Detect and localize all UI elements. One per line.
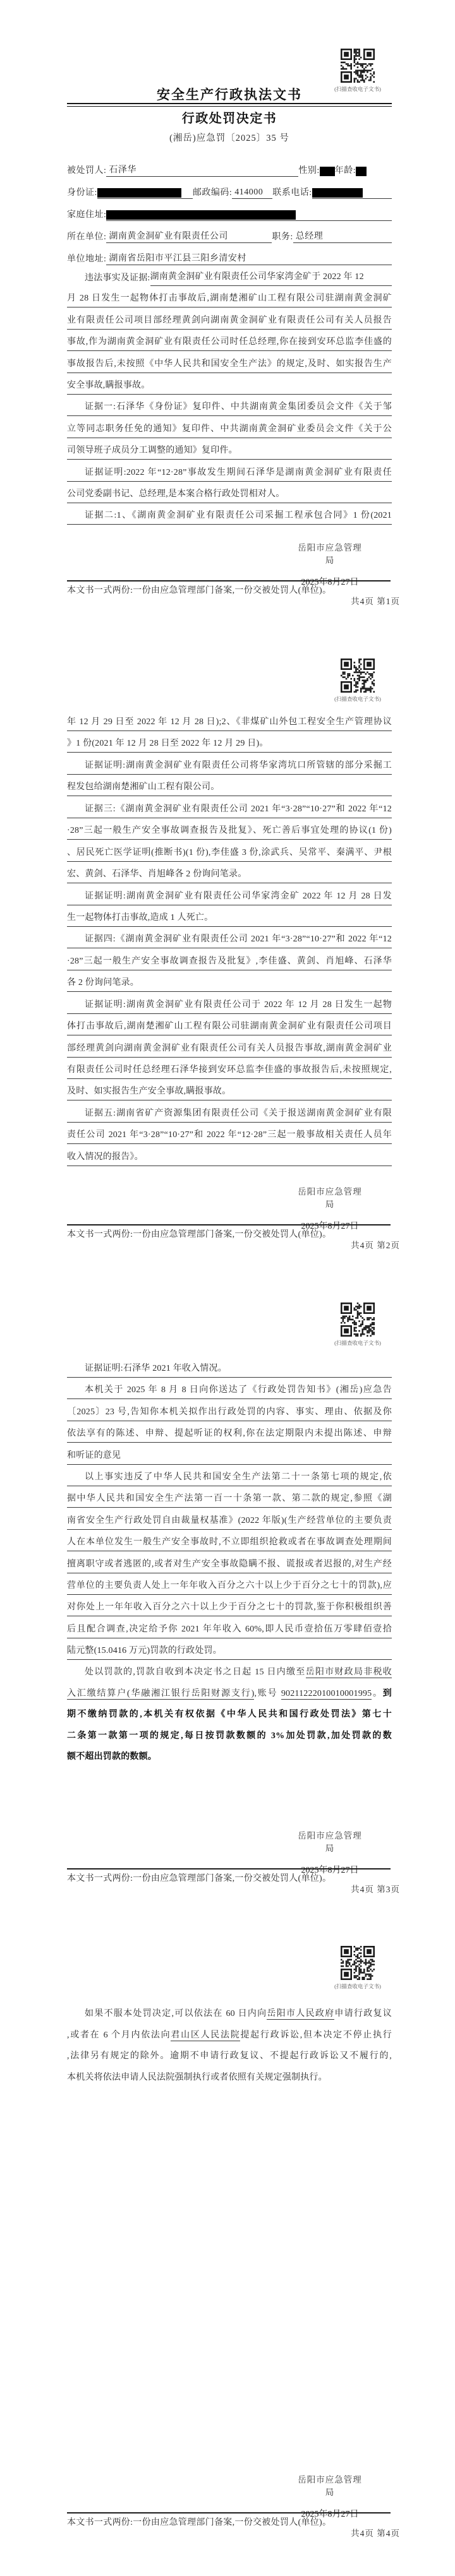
- text-segment: 期不缴纳罚款的,本机关有权依据《中华人民共和国行政处罚法》第七十: [67, 1710, 392, 1720]
- field-label: 所在单位:: [67, 232, 107, 242]
- qr-caption: (扫描查收电子文书): [334, 696, 381, 702]
- text-segment: 、居民死亡医学证明(推断书)(1 份),李佳盛 3 份,涂武兵、吴常平、秦满平、尹根: [67, 847, 392, 857]
- body-line: [67, 1019, 392, 1035]
- text-segment: ,法律另有规定的除外。逾期不申请行政复议、不提起行政诉讼又不履行的,: [67, 2051, 392, 2061]
- footer-note: 本文书一式两份:一份由应急管理部门备案,一份交被处罚人(单位)。: [67, 586, 332, 595]
- underlined-text: 总经理: [293, 230, 392, 243]
- field-label: 性别:: [298, 166, 320, 176]
- text-segment: 依法享有的陈述、申辩、提起听证的权利,你在法定期限内未提出陈述、申辩: [67, 1429, 392, 1439]
- body-line: [67, 1513, 392, 1530]
- text-segment: 营单位的主要负责人处上一年年收入百分之六十以上少于百分之七十的罚款),应: [67, 1580, 392, 1590]
- text-segment: 。: [372, 1688, 383, 1698]
- field-row: [67, 252, 392, 265]
- page-indicator: 共4页 第3页: [351, 1885, 400, 1894]
- body-line: [67, 975, 392, 992]
- body-line: [67, 378, 392, 395]
- text-segment: 〔2025〕23 号,告知你本机关拟作出行政处罚的内容、事实、理由、依据及你: [67, 1407, 392, 1417]
- body-line: [67, 1665, 392, 1681]
- redaction: [312, 186, 392, 199]
- body-line: [67, 1128, 392, 1144]
- text-segment: 宏、黄剑、石泽华、肖旭峰各 2 份询问笔录。: [67, 869, 247, 880]
- page-3: [0, 1288, 455, 1932]
- text-segment: 证据证明:湖南黄金洞矿业有限责任公司将华家湾坑口所管辖的部分采掘工: [85, 760, 392, 770]
- text-segment: 陆元整(15.0416 万元)罚款的行政处罚。: [67, 1646, 222, 1656]
- body-line: [67, 508, 392, 525]
- qr-code: [341, 659, 375, 693]
- page-indicator: 共4页 第1页: [351, 597, 400, 606]
- body-line: [67, 2028, 392, 2044]
- redaction-box: [320, 167, 335, 176]
- underlined-text: 湖南黄金洞矿业有限责任公司华家湾金矿于 2022 年 12: [150, 270, 392, 286]
- issuer-org: 岳阳市应急管理局: [298, 2475, 362, 2497]
- body-line: [67, 291, 392, 307]
- page-2: [0, 644, 455, 1288]
- body-line: [67, 1557, 392, 1573]
- page-indicator: 共4页 第4页: [351, 2529, 400, 2538]
- body-line: [67, 1361, 392, 1378]
- text-segment: 立等同志职务任免的通知》复印件、中共湖南黄金洞矿业委员会文件《关于公: [67, 424, 392, 434]
- field-label: 单位地址:: [67, 254, 107, 264]
- footer-note: 本文书一式两份:一份由应急管理部门备案,一份交被处罚人(单位)。: [67, 1230, 332, 1239]
- text-segment: 证据证明:2022 年“12·28”事故发生期间石泽华是湖南黄金洞矿业有限责任: [85, 467, 392, 477]
- underlined-text: 湖南黄金洞矿业有限责任公司: [106, 230, 272, 243]
- footer-note: 本文书一式两份:一份由应急管理部门备案,一份交被处罚人(单位)。: [67, 1874, 332, 1883]
- field-row: [67, 208, 392, 221]
- body-line: [67, 758, 392, 775]
- text-segment: 据中华人民共和国安全生产法第一百一十条第一款、第二款的规定,参照《湖: [67, 1494, 392, 1504]
- text-segment: 到: [382, 1688, 392, 1698]
- underlined-text: 湖南省岳阳市平江县三阳乡清安村: [106, 253, 392, 265]
- text-segment: 年 12 月 29 日至 2022 年 12 月 28 日);2、《非煤矿山外包工程安全生产管理协议: [67, 717, 392, 727]
- field-label: 被处罚人:: [67, 166, 107, 176]
- text-segment: 》1 份(2021 年 12 月 28 日至 2022 年 12 月 29 日)。: [67, 739, 269, 749]
- fields-block: [67, 164, 392, 274]
- body-line: [67, 1729, 392, 1744]
- text-segment: 及时、如实报告生产安全事故,瞒报事故。: [67, 1087, 231, 1097]
- underlined-text: 君山区人民法院: [171, 2030, 241, 2040]
- redaction: [106, 208, 296, 221]
- body-line: [67, 2070, 392, 2086]
- text-segment: ,账号: [254, 1688, 281, 1698]
- body-line: [67, 1600, 392, 1616]
- text-segment: 证据三:《湖南黄金洞矿业有限责任公司 2021 年“3·28”“10·27”和 2022 年“12: [85, 804, 392, 814]
- text-segment: 证据证明:湖南黄金洞矿业有限责任公司华家湾金矿 2022 年 12 月 28 日发: [85, 891, 392, 901]
- body-line: [67, 1686, 392, 1702]
- footer-rule: [67, 580, 391, 581]
- body-line: [67, 1084, 392, 1100]
- body-line: [67, 845, 392, 862]
- field-label: 职务:: [272, 232, 293, 242]
- body-line: [67, 1150, 392, 1166]
- body-line: [67, 889, 392, 905]
- body-line: [67, 715, 392, 731]
- body-line: [67, 932, 392, 948]
- text-segment: 本机关将依法申请人民法院强制执行或者依照有关规定强制执行。: [67, 2073, 327, 2083]
- issue-date: 2025年8月27日: [301, 1222, 359, 1231]
- body-line: [67, 954, 392, 970]
- body-line: [67, 1448, 392, 1465]
- field-label: 家庭住址:: [67, 210, 107, 220]
- text-segment: 和听证的意见: [67, 1450, 121, 1460]
- field-label: 身份证:: [67, 188, 97, 198]
- body-line: [67, 400, 392, 416]
- redaction-box: [312, 188, 363, 198]
- body-text: [67, 715, 392, 1171]
- body-line: [67, 1383, 392, 1399]
- body-line: [67, 1750, 392, 1765]
- text-segment: 司领导班子成员分工调整的通知》复印件。: [67, 446, 238, 456]
- field-label: 年龄:: [334, 166, 356, 176]
- body-line: [67, 1041, 392, 1058]
- body-line: [67, 2007, 392, 2022]
- text-segment: 违法事实及证据:: [85, 273, 150, 283]
- footer-note: 本文书一式两份:一份由应急管理部门备案,一份交被处罚人(单位)。: [67, 2518, 332, 2527]
- field-label: 联系电话:: [272, 188, 312, 198]
- text-segment: 责任公司 2021 年“3·28”“10·27”和 2022 年“12·28”三起一般事故相关责任人员年: [67, 1130, 392, 1140]
- underlined-text: 90211222010010001995: [281, 1688, 372, 1698]
- body-line: [67, 823, 392, 840]
- redaction-box: [356, 167, 367, 176]
- text-segment: 各 2 份询问笔录。: [67, 978, 139, 988]
- body-line: [67, 487, 392, 503]
- body-line: [67, 2049, 392, 2065]
- text-segment: 月 28 日发生一起物体打击事故后,湖南楚湘矿山工程有限公司驻湖南黄金洞矿: [67, 294, 392, 304]
- body-line: [67, 335, 392, 351]
- text-segment: 证据四:《湖南黄金洞矿业有限责任公司 2021 年“3·28”“10·27”和 2022 年“12: [85, 934, 392, 945]
- title-rule: [67, 103, 392, 107]
- body-line: [67, 422, 392, 438]
- body-line: [67, 1405, 392, 1421]
- body-line: [67, 998, 392, 1014]
- body-line: [67, 802, 392, 818]
- field-label: 邮政编码:: [192, 188, 233, 198]
- body-text: [67, 2007, 392, 2092]
- underlined-text: 岳阳市财政局非税收: [305, 1667, 392, 1678]
- underlined-text: 石泽华: [106, 164, 298, 177]
- text-segment: 有限责任公司时任总经理石泽华接到安环总监李佳盛的事故报告后,未按照规定,: [67, 1065, 392, 1075]
- text-segment: 额不超出罚款的数额。: [67, 1752, 157, 1762]
- field-row: [67, 164, 392, 177]
- text-segment: 收入情况的报告》。: [67, 1152, 143, 1162]
- redaction: [97, 186, 193, 199]
- qr-code: [341, 1946, 375, 1980]
- body-line: [67, 1470, 392, 1486]
- underlined-text: [296, 220, 392, 221]
- text-segment: 后且配合调查,决定给予你 2021 年年收入 60%,即人民币壹拾伍万零肆佰壹拾: [67, 1624, 392, 1634]
- page-indicator: 共4页 第2页: [351, 1241, 400, 1250]
- redaction-box: [106, 210, 296, 220]
- qr-code: [341, 1303, 375, 1337]
- text-segment: 如果不服本处罚决定,可以依法在 60 日内向: [85, 2009, 267, 2018]
- text-segment: 人在本单位发生一般生产安全事故时,不立即组织抢救或者在事故调查处理期间: [67, 1537, 392, 1547]
- text-segment: 证据二:1、《湖南黄金洞矿业有限责任公司采掘工程承包合同》1 份(2021: [85, 511, 392, 521]
- body-line: [67, 443, 392, 460]
- underlined-text: 414000: [232, 186, 272, 199]
- body-line: [67, 270, 392, 286]
- body-line: [67, 1491, 392, 1508]
- body-line: [67, 736, 392, 753]
- text-segment: 申请行政复议: [334, 2009, 392, 2018]
- issue-date: 2025年8月27日: [301, 2510, 359, 2519]
- underlined-text: 入汇缴结算户(华融湘江银行岳阳财源支行): [67, 1688, 255, 1698]
- text-segment: 事故,作为湖南黄金洞矿业有限责任公司时任总经理,你在接到安环总监李佳盛的: [67, 337, 392, 347]
- body-text: [67, 1361, 392, 1770]
- issuer-org: 岳阳市应急管理局: [298, 1831, 362, 1853]
- footer-rule: [67, 1224, 391, 1225]
- text-segment: 二条第一款第一项的规定,每日按罚款数额的 3%加处罚款,加处罚款的数: [67, 1731, 392, 1741]
- issue-date: 2025年8月27日: [301, 1866, 359, 1875]
- field-row: [67, 186, 392, 199]
- body-line: [67, 313, 392, 330]
- text-segment: ·28”三起一般生产安全事故调查报告及批复》、死亡善后事宜处理的协议(1 份): [67, 826, 392, 836]
- body-line: [67, 1426, 392, 1443]
- text-segment: 部经理黄剑向湖南黄金洞矿业有限责任公司有关人员报告事故,湖南黄金洞矿业: [67, 1043, 392, 1053]
- text-segment: 业有限责任公司项目部经理黄剑向湖南黄金洞矿业有限责任公司有关人员报告: [67, 315, 392, 325]
- text-segment: 证据五:湖南省矿产资源集团有限责任公司《关于报送湖南黄金洞矿业有限: [85, 1108, 392, 1118]
- text-segment: 对你处上一年年收入百分之六十以上少于百分之七十的罚款,鉴于你积极组织善: [67, 1602, 392, 1613]
- body-line: [67, 910, 392, 927]
- issuer-org: 岳阳市应急管理局: [298, 1187, 362, 1209]
- qr-caption: (扫描查收电子文书): [334, 1340, 381, 1346]
- footer-rule: [67, 2512, 391, 2513]
- text-segment: 事故报告后,未按照《中华人民共和国安全生产法》的规定,及时、如实报告生产: [67, 359, 392, 369]
- body-line: [67, 1106, 392, 1123]
- text-segment: 南省安全生产行政处罚自由裁量权基准》(2022 年版)(生产经营单位的主要负责: [67, 1515, 392, 1525]
- body-text: [67, 270, 392, 530]
- field-row: [67, 230, 392, 243]
- qr-caption: (扫描查收电子文书): [334, 86, 381, 92]
- body-line: [67, 867, 392, 883]
- text-segment: 以上事实违反了中华人民共和国安全生产法第二十一条第七项的规定,依: [85, 1472, 392, 1482]
- text-segment: ,或者在 6 个月内依法向: [67, 2030, 171, 2040]
- doc-title: 行政处罚决定书: [181, 112, 277, 126]
- text-segment: 体打击事故后,湖南楚湘矿山工程有限公司驻湖南黄金洞矿业有限责任公司项目: [67, 1022, 392, 1032]
- body-line: [67, 1622, 392, 1638]
- page-4: [0, 1932, 455, 2576]
- text-segment: ·28”三起一般生产安全事故调查报告及批复》,李佳盛、黄剑、肖旭峰、石泽华: [67, 956, 392, 966]
- doc-type-title: 安全生产行政执法文书: [157, 87, 302, 102]
- qr-code: [341, 49, 375, 83]
- text-segment: 安全事故,瞒报事故。: [67, 380, 150, 390]
- underlined-text: 岳阳市人民政府: [267, 2009, 335, 2018]
- text-segment: 证据一:石泽华《身份证》复印件、中共湖南黄金集团委员会文件《关于邹: [85, 402, 392, 412]
- text-segment: 证据证明:石泽华 2021 年收入情况。: [85, 1364, 227, 1373]
- page-1: [0, 0, 455, 644]
- text-segment: 提起行政诉讼,但本决定不停止执行: [240, 2030, 392, 2040]
- body-line: [67, 1535, 392, 1551]
- body-line: [67, 357, 392, 373]
- text-segment: 程发包给湖南楚湘矿山工程有限公司。: [67, 782, 220, 792]
- footer-rule: [67, 1868, 391, 1869]
- text-segment: 处以罚款的,罚款自收到本决定书之日起 15 日内缴至: [85, 1667, 306, 1678]
- text-segment: 证据证明:湖南黄金洞矿业有限责任公司于 2022 年 12 月 28 日发生一起物: [85, 999, 392, 1010]
- text-segment: 擅离职守或者逃匿的,或者对生产安全事故隐瞒不报、谎报或者迟报的,对生产经: [67, 1559, 392, 1569]
- issue-date: 2025年8月27日: [301, 578, 359, 587]
- body-line: [67, 1643, 392, 1660]
- body-line: [67, 465, 392, 482]
- qr-caption: (扫描查收电子文书): [334, 1983, 381, 1989]
- body-line: [67, 1063, 392, 1079]
- doc-number: (湘岳)应急罚〔2025〕35 号: [169, 133, 289, 143]
- redaction-box: [97, 188, 181, 198]
- redaction: [320, 165, 335, 177]
- redaction: [356, 165, 367, 177]
- text-segment: 生一起物体打击事故,造成 1 人死亡。: [67, 912, 214, 922]
- text-segment: 公司党委副书记、总经理,是本案合格行政处罚相对人。: [67, 489, 285, 499]
- body-line: [67, 1707, 392, 1723]
- text-segment: 本机关于 2025 年 8 月 8 日向你送达了《行政处罚告知书》(湘岳)应急告: [85, 1385, 392, 1395]
- issuer-org: 岳阳市应急管理局: [298, 543, 362, 565]
- body-line: [67, 1578, 392, 1595]
- body-line: [67, 780, 392, 796]
